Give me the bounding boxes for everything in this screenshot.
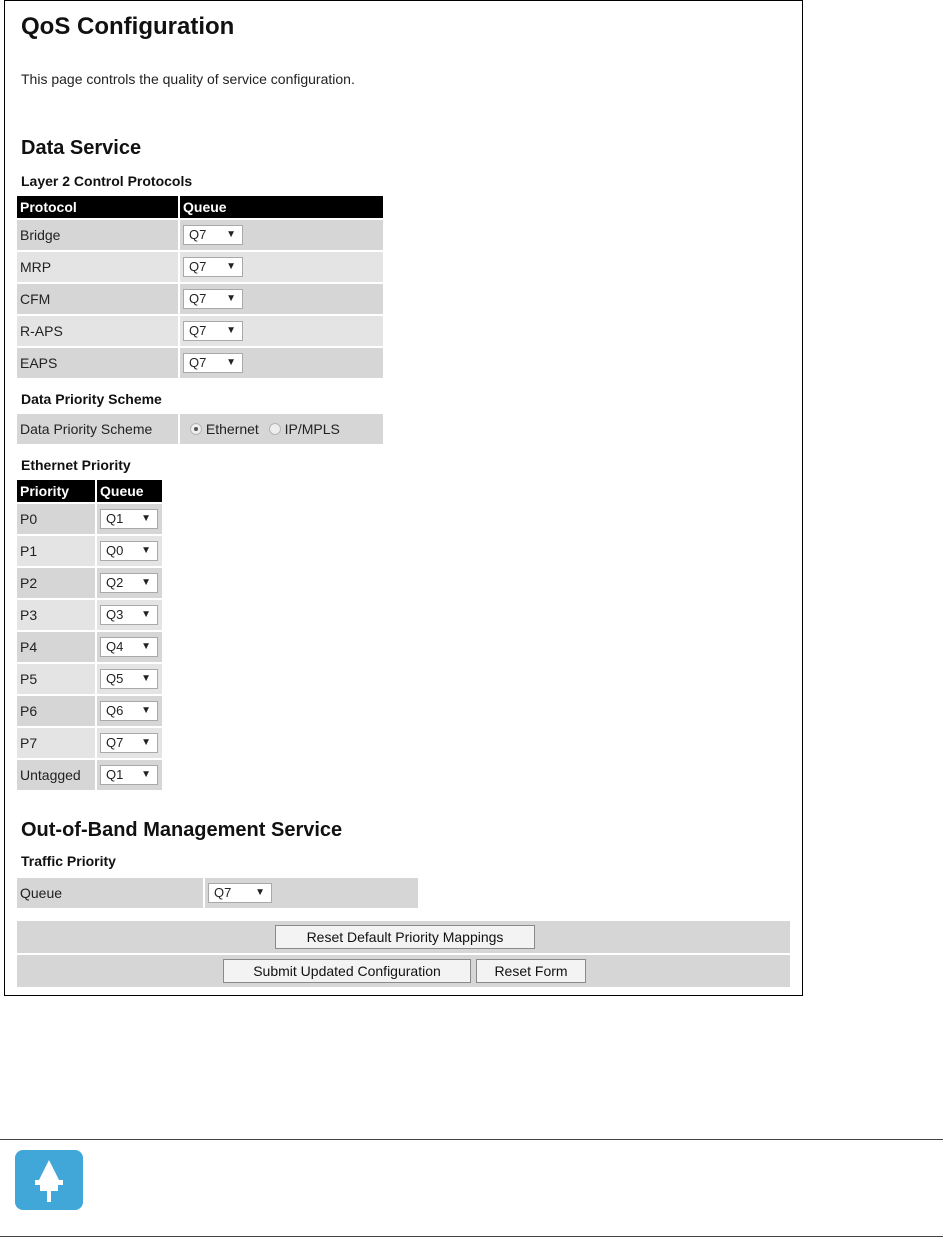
ethernet-priority-heading: Ethernet Priority bbox=[21, 457, 131, 473]
data-priority-scheme-options bbox=[180, 414, 383, 444]
priority-queue-value: Q1 bbox=[106, 511, 124, 526]
l2cp-header-row bbox=[17, 196, 383, 218]
chevron-down-icon: ▼ bbox=[226, 229, 236, 240]
priority-queue-select[interactable] bbox=[100, 733, 158, 753]
note-pin-icon bbox=[15, 1150, 83, 1210]
priority-label: P1 bbox=[17, 536, 95, 566]
col-queue-header: Queue bbox=[97, 480, 162, 502]
ethernet-priority-row bbox=[17, 728, 167, 758]
ipmpls-radio-label: IP/MPLS bbox=[284, 421, 340, 437]
oob-queue-select[interactable] bbox=[208, 883, 272, 903]
ethernet-priority-row bbox=[17, 696, 167, 726]
priority-queue-select[interactable] bbox=[100, 701, 158, 721]
priority-queue-value: Q0 bbox=[106, 543, 124, 558]
priority-label: P0 bbox=[17, 504, 95, 534]
oob-queue-cell bbox=[205, 878, 418, 908]
l2cp-row bbox=[17, 220, 383, 250]
oob-queue-label: Queue bbox=[17, 878, 203, 908]
l2cp-heading: Layer 2 Control Protocols bbox=[21, 173, 193, 189]
ethernet-priority-row bbox=[17, 760, 167, 790]
priority-queue-cell bbox=[97, 536, 162, 566]
chevron-down-icon: ▼ bbox=[141, 705, 151, 716]
data-priority-scheme-row bbox=[17, 414, 383, 444]
ethernet-priority-row bbox=[17, 664, 167, 694]
reset-defaults-bar bbox=[17, 921, 790, 953]
protocol-label: EAPS bbox=[17, 348, 178, 378]
reset-form-button[interactable]: Reset Form bbox=[476, 959, 586, 983]
data-priority-scheme-label: Data Priority Scheme bbox=[17, 414, 178, 444]
ipmpls-radio[interactable] bbox=[269, 423, 281, 435]
priority-label: P5 bbox=[17, 664, 95, 694]
priority-label: P6 bbox=[17, 696, 95, 726]
traffic-priority-heading: Traffic Priority bbox=[21, 853, 116, 869]
chevron-down-icon: ▼ bbox=[226, 293, 236, 304]
protocol-queue-cell bbox=[180, 252, 383, 282]
chevron-down-icon: ▼ bbox=[141, 545, 151, 556]
priority-queue-value: Q6 bbox=[106, 703, 124, 718]
protocol-queue-select[interactable] bbox=[183, 289, 243, 309]
priority-label: P4 bbox=[17, 632, 95, 662]
oob-heading: Out-of-Band Management Service bbox=[21, 819, 343, 841]
note-top-rule bbox=[0, 1139, 943, 1140]
priority-queue-cell bbox=[97, 696, 162, 726]
chevron-down-icon: ▼ bbox=[226, 357, 236, 368]
protocol-label: Bridge bbox=[17, 220, 178, 250]
protocol-queue-value: Q7 bbox=[189, 291, 207, 306]
protocol-queue-cell bbox=[180, 220, 383, 250]
priority-queue-value: Q3 bbox=[106, 607, 124, 622]
oob-queue-row bbox=[17, 878, 418, 908]
priority-queue-select[interactable] bbox=[100, 605, 158, 625]
chevron-down-icon: ▼ bbox=[141, 737, 151, 748]
priority-queue-cell bbox=[97, 568, 162, 598]
ethernet-radio[interactable] bbox=[190, 423, 202, 435]
chevron-down-icon: ▼ bbox=[141, 769, 151, 780]
protocol-queue-select[interactable] bbox=[183, 225, 243, 245]
note-bottom-rule bbox=[0, 1236, 943, 1237]
col-protocol-header: Protocol bbox=[17, 196, 178, 218]
protocol-queue-value: Q7 bbox=[189, 323, 207, 338]
chevron-down-icon: ▼ bbox=[226, 261, 236, 272]
pin-icon bbox=[15, 1150, 83, 1210]
col-priority-header: Priority bbox=[17, 480, 95, 502]
qos-config-panel bbox=[4, 0, 803, 996]
col-queue-header: Queue bbox=[180, 196, 383, 218]
l2cp-row bbox=[17, 252, 383, 282]
priority-label: P2 bbox=[17, 568, 95, 598]
ethernet-priority-table bbox=[17, 480, 167, 790]
priority-queue-select[interactable] bbox=[100, 765, 158, 785]
priority-queue-cell bbox=[97, 728, 162, 758]
protocol-queue-value: Q7 bbox=[189, 259, 207, 274]
priority-queue-value: Q4 bbox=[106, 639, 124, 654]
ethernet-header-row bbox=[17, 480, 167, 502]
protocol-queue-select[interactable] bbox=[183, 353, 243, 373]
data-priority-scheme-heading: Data Priority Scheme bbox=[21, 391, 162, 407]
priority-queue-value: Q5 bbox=[106, 671, 124, 686]
priority-queue-select[interactable] bbox=[100, 509, 158, 529]
priority-queue-value: Q2 bbox=[106, 575, 124, 590]
chevron-down-icon: ▼ bbox=[226, 325, 236, 336]
chevron-down-icon: ▼ bbox=[141, 577, 151, 588]
priority-queue-value: Q7 bbox=[106, 735, 124, 750]
protocol-queue-select[interactable] bbox=[183, 321, 243, 341]
l2cp-row bbox=[17, 348, 383, 378]
priority-label: P3 bbox=[17, 600, 95, 630]
priority-label: Untagged bbox=[17, 760, 95, 790]
priority-queue-select[interactable] bbox=[100, 573, 158, 593]
page-title: QoS Configuration bbox=[21, 13, 235, 40]
protocol-label: CFM bbox=[17, 284, 178, 314]
chevron-down-icon: ▼ bbox=[141, 513, 151, 524]
priority-queue-select[interactable] bbox=[100, 541, 158, 561]
priority-queue-cell bbox=[97, 664, 162, 694]
l2cp-row bbox=[17, 284, 383, 314]
protocol-queue-value: Q7 bbox=[189, 355, 207, 370]
ethernet-priority-row bbox=[17, 568, 167, 598]
priority-queue-cell bbox=[97, 632, 162, 662]
protocol-label: MRP bbox=[17, 252, 178, 282]
ethernet-priority-row bbox=[17, 504, 167, 534]
protocol-queue-select[interactable] bbox=[183, 257, 243, 277]
ethernet-radio-label: Ethernet bbox=[205, 421, 259, 437]
ethernet-priority-row bbox=[17, 536, 167, 566]
submit-updated-configuration-button[interactable]: Submit Updated Configuration bbox=[223, 959, 471, 983]
protocol-queue-cell bbox=[180, 348, 383, 378]
priority-label: P7 bbox=[17, 728, 95, 758]
l2cp-table bbox=[17, 196, 383, 378]
data-service-heading: Data Service bbox=[21, 137, 142, 159]
ethernet-priority-row bbox=[17, 600, 167, 630]
page-description: This page controls the quality of service configuration. bbox=[21, 71, 355, 87]
chevron-down-icon: ▼ bbox=[255, 887, 265, 898]
protocol-queue-cell bbox=[180, 284, 383, 314]
protocol-label: R-APS bbox=[17, 316, 178, 346]
priority-queue-cell bbox=[97, 504, 162, 534]
priority-queue-value: Q1 bbox=[106, 767, 124, 782]
oob-queue-value: Q7 bbox=[214, 885, 232, 900]
chevron-down-icon: ▼ bbox=[141, 609, 151, 620]
priority-queue-cell bbox=[97, 600, 162, 630]
priority-queue-cell bbox=[97, 760, 162, 790]
priority-queue-select[interactable] bbox=[100, 669, 158, 689]
protocol-queue-value: Q7 bbox=[189, 227, 207, 242]
protocol-queue-cell bbox=[180, 316, 383, 346]
submit-bar bbox=[17, 955, 790, 987]
priority-queue-select[interactable] bbox=[100, 637, 158, 657]
chevron-down-icon: ▼ bbox=[141, 641, 151, 652]
reset-default-priority-mappings-button[interactable]: Reset Default Priority Mappings bbox=[275, 925, 535, 949]
ethernet-priority-row bbox=[17, 632, 167, 662]
chevron-down-icon: ▼ bbox=[141, 673, 151, 684]
l2cp-row bbox=[17, 316, 383, 346]
